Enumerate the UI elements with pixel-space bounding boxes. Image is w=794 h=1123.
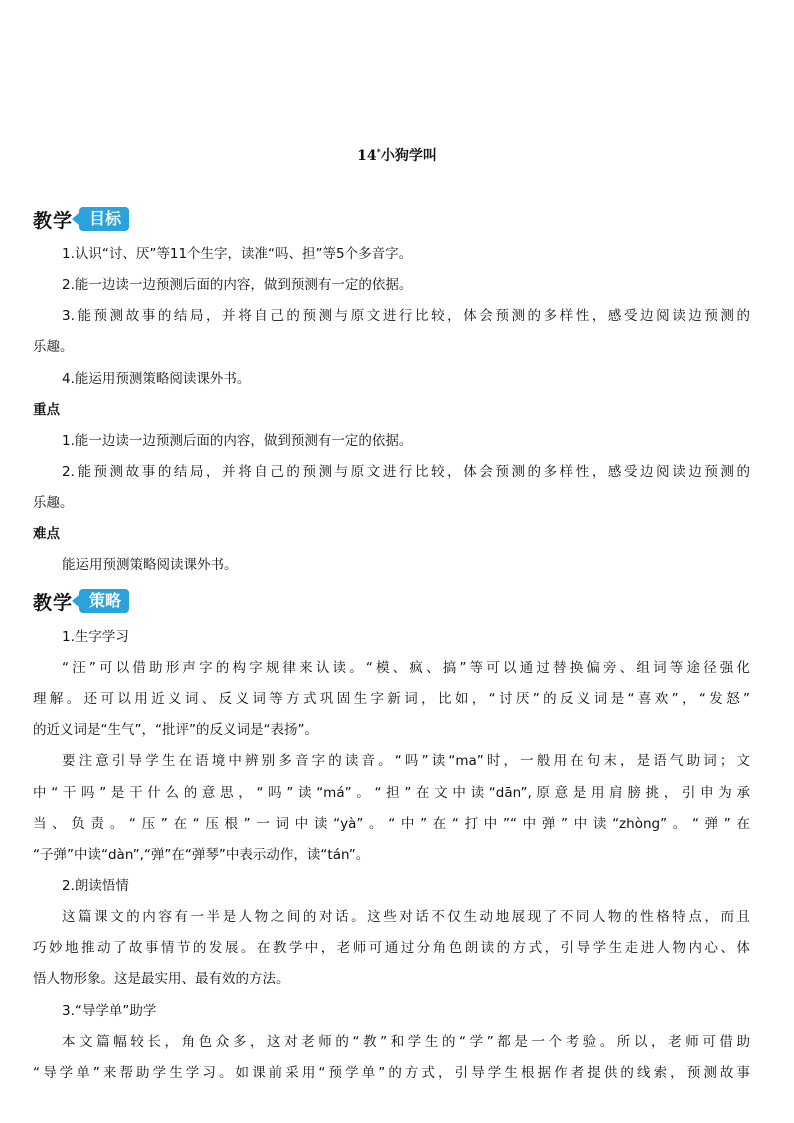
strategy-text-line: 巧妙地推动了故事情节的发展。在教学中，老师可通过分角色朗读的方式，引导学生走进人物内心、体 bbox=[33, 940, 750, 956]
strategy-heading-1: 1.生字学习 bbox=[62, 629, 129, 645]
goal-item-continued: 乐趣。 bbox=[33, 339, 74, 355]
strategy-text-line: “子弹”中读“dàn”,“弹”在“弹琴”中表示动作，读“tán”。 bbox=[33, 847, 370, 863]
optional-mark: * bbox=[376, 146, 381, 157]
strategy-text-line: “汪”可以借助形声字的构字规律来认读。“模、疯、搞”等可以通过替换偏旁、组词等途径强化 bbox=[62, 660, 750, 676]
strategy-text-line: 本文篇幅较长，角色众多，这对老师的“教”和学生的“学”都是一个考验。所以，老师可借助 bbox=[62, 1034, 750, 1050]
difficult-point-item: 能运用预测策略阅读课外书。 bbox=[62, 557, 238, 573]
strategy-text-line: 理解。还可以用近义词、反义词等方式巩固生字新词，比如，“讨厌”的反义词是“喜欢”，“发怒” bbox=[33, 691, 750, 707]
key-point-item: 2.能预测故事的结局，并将自己的预测与原文进行比较，体会预测的多样性，感受边阅读边预测的 bbox=[62, 464, 750, 480]
strategy-badge bbox=[33, 587, 129, 615]
goals-badge-label: 教学 bbox=[33, 209, 74, 232]
goal-item: 4.能运用预测策略阅读课外书。 bbox=[62, 371, 251, 387]
lesson-title bbox=[0, 145, 794, 165]
strategy-text-line: 悟人物形象。这是最实用、最有效的方法。 bbox=[33, 971, 290, 987]
difficult-points-heading: 难点 bbox=[33, 526, 60, 542]
goal-item: 2.能一边读一边预测后面的内容，做到预测有一定的依据。 bbox=[62, 277, 413, 293]
goal-item: 1.认识“讨、厌”等11个生字，读准“吗、担”等5个多音字。 bbox=[62, 246, 413, 262]
key-point-item: 1.能一边读一边预测后面的内容，做到预测有一定的依据。 bbox=[62, 433, 413, 449]
strategy-text-line: 这篇课文的内容有一半是人物之间的对话。这些对话不仅生动地展现了不同人物的性格特点，而且 bbox=[62, 909, 750, 925]
goal-item: 3.能预测故事的结局，并将自己的预测与原文进行比较，体会预测的多样性，感受边阅读边预测的 bbox=[62, 308, 750, 324]
strategy-heading-2: 2.朗读悟情 bbox=[62, 878, 129, 894]
goals-badge bbox=[33, 205, 129, 233]
strategy-badge-label: 教学 bbox=[33, 591, 74, 614]
lesson-number: 14 bbox=[357, 148, 377, 164]
strategy-text-line: 当、负责。“压”在“压根”一词中读“yà”。“中”在“打中”“中弹”中读“zhòng”。“弹”在 bbox=[33, 816, 750, 832]
strategy-text-line: 要注意引导学生在语境中辨别多音字的读音。“吗”读“ma”时，一般用在句末，是语气助词；文 bbox=[62, 753, 750, 769]
key-points-heading: 重点 bbox=[33, 402, 60, 418]
goals-badge-tag: 目标 bbox=[79, 207, 129, 231]
strategy-text-line: 的近义词是“生气”，“批评”的反义词是“表扬”。 bbox=[33, 722, 318, 738]
strategy-text-line: “导学单”来帮助学生学习。如课前采用“预学单”的方式，引导学生根据作者提供的线索，预测故事 bbox=[33, 1065, 750, 1081]
strategy-heading-3: 3.“导学单”助学 bbox=[62, 1003, 157, 1019]
lesson-name: 小狗学叫 bbox=[380, 148, 437, 164]
strategy-badge-tag: 策略 bbox=[79, 589, 129, 613]
strategy-text-line: 中“干吗”是干什么的意思，“吗”读“má”。“担”在文中读“dān”,原意是用肩膀挑，引申为承 bbox=[33, 785, 750, 801]
key-point-item-continued: 乐趣。 bbox=[33, 495, 74, 511]
